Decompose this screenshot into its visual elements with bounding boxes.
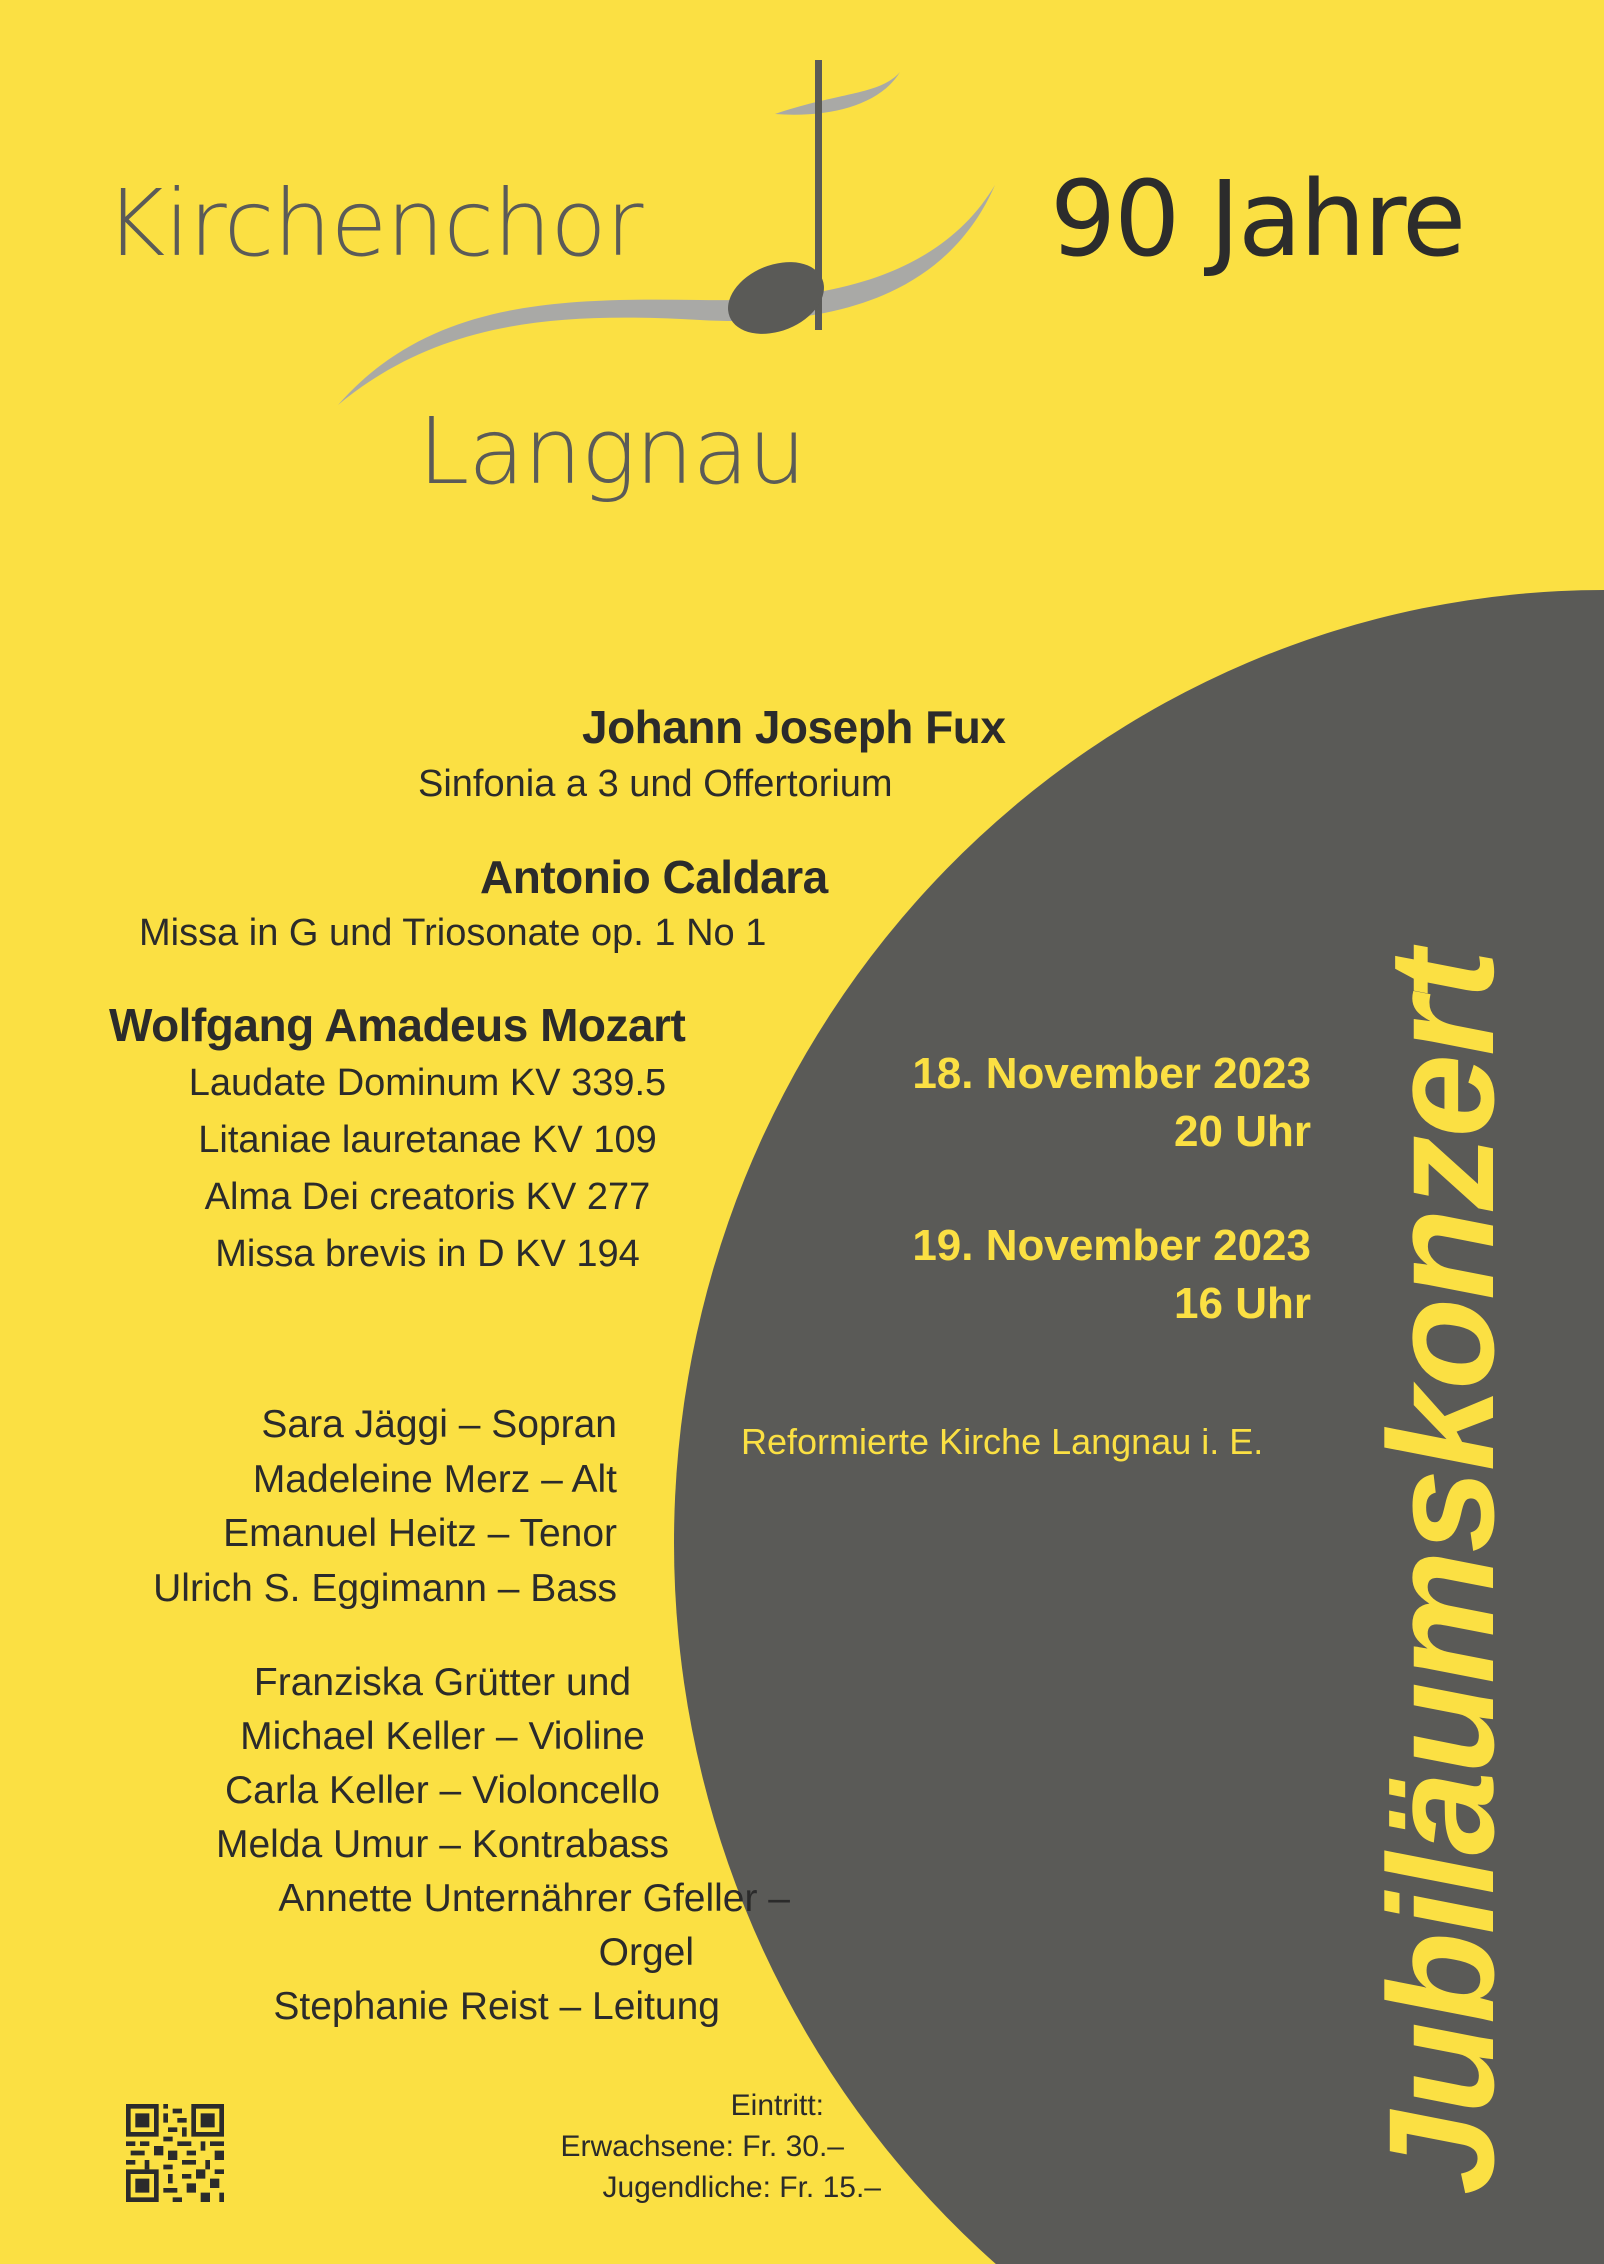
qr-code-icon <box>126 2104 224 2202</box>
admission-heading: Eintritt: <box>730 2089 824 2122</box>
concert-time-text: 20 Uhr <box>1174 1107 1311 1156</box>
admission-info <box>560 2085 881 2208</box>
work-title-mozart: Missa brevis in D KV 194 <box>215 1233 640 1275</box>
soloist-credit: Emanuel Heitz – Tenor <box>223 1512 617 1555</box>
work-title-mozart: Litaniae lauretanae KV 109 <box>198 1119 657 1161</box>
choir-name-kirchenchor: Kirchenchor <box>105 170 643 277</box>
instrumentalist-credit: Orgel <box>598 1931 694 1974</box>
conductor-credit: Stephanie Reist – Leitung <box>273 1985 720 2028</box>
composer-name-caldara: Antonio Caldara <box>480 851 828 903</box>
instrumentalist-credit: Carla Keller – Violoncello <box>224 1769 661 1812</box>
concert-date-text: 19. November 2023 <box>912 1221 1311 1270</box>
event-title: Jubiläumskonzert <box>1357 951 1525 2195</box>
anniversary-label: 90 Jahre <box>1050 158 1465 280</box>
admission-youth: Jugendliche: Fr. 15.– <box>602 2171 881 2204</box>
instrumentalist-credit: Franziska Grütter und <box>253 1661 632 1704</box>
soloist-credit: Ulrich S. Eggimann – Bass <box>153 1566 617 1610</box>
soloists-list <box>153 1398 617 1616</box>
mozart-works-list <box>0 1055 855 1283</box>
concert-date-1 <box>912 1045 1311 1161</box>
venue-text: Reformierte Kirche Langnau i. E. <box>741 1421 1264 1462</box>
concert-date-2 <box>912 1217 1311 1333</box>
concert-date-text: 18. November 2023 <box>912 1049 1311 1098</box>
concert-time-text: 16 Uhr <box>1174 1279 1311 1328</box>
instrumentalist-credit: Michael Keller – Violine <box>240 1715 645 1758</box>
soloist-credit: Madeleine Merz – Alt <box>252 1457 617 1501</box>
soloist-credit: Sara Jäggi – Sopran <box>261 1403 617 1446</box>
composer-name-mozart: Wolfgang Amadeus Mozart <box>109 999 686 1051</box>
work-title-fux: Sinfonia a 3 und Offertorium <box>418 763 893 805</box>
work-title-mozart: Laudate Dominum KV 339.5 <box>188 1062 667 1104</box>
composer-name-fux: Johann Joseph Fux <box>582 701 1006 753</box>
logo-swoosh-upper <box>775 72 900 115</box>
instrumentalist-credit: Annette Unternährer Gfeller – <box>278 1877 790 1920</box>
admission-adults: Erwachsene: Fr. 30.– <box>560 2130 844 2163</box>
instrumentalist-credit: Melda Umur – Kontrabass <box>215 1823 670 1866</box>
work-title-caldara: Missa in G und Triosonate op. 1 No 1 <box>139 912 767 954</box>
choir-name-langnau: Langnau <box>418 398 806 505</box>
work-title-mozart: Alma Dei creatoris KV 277 <box>204 1176 651 1218</box>
